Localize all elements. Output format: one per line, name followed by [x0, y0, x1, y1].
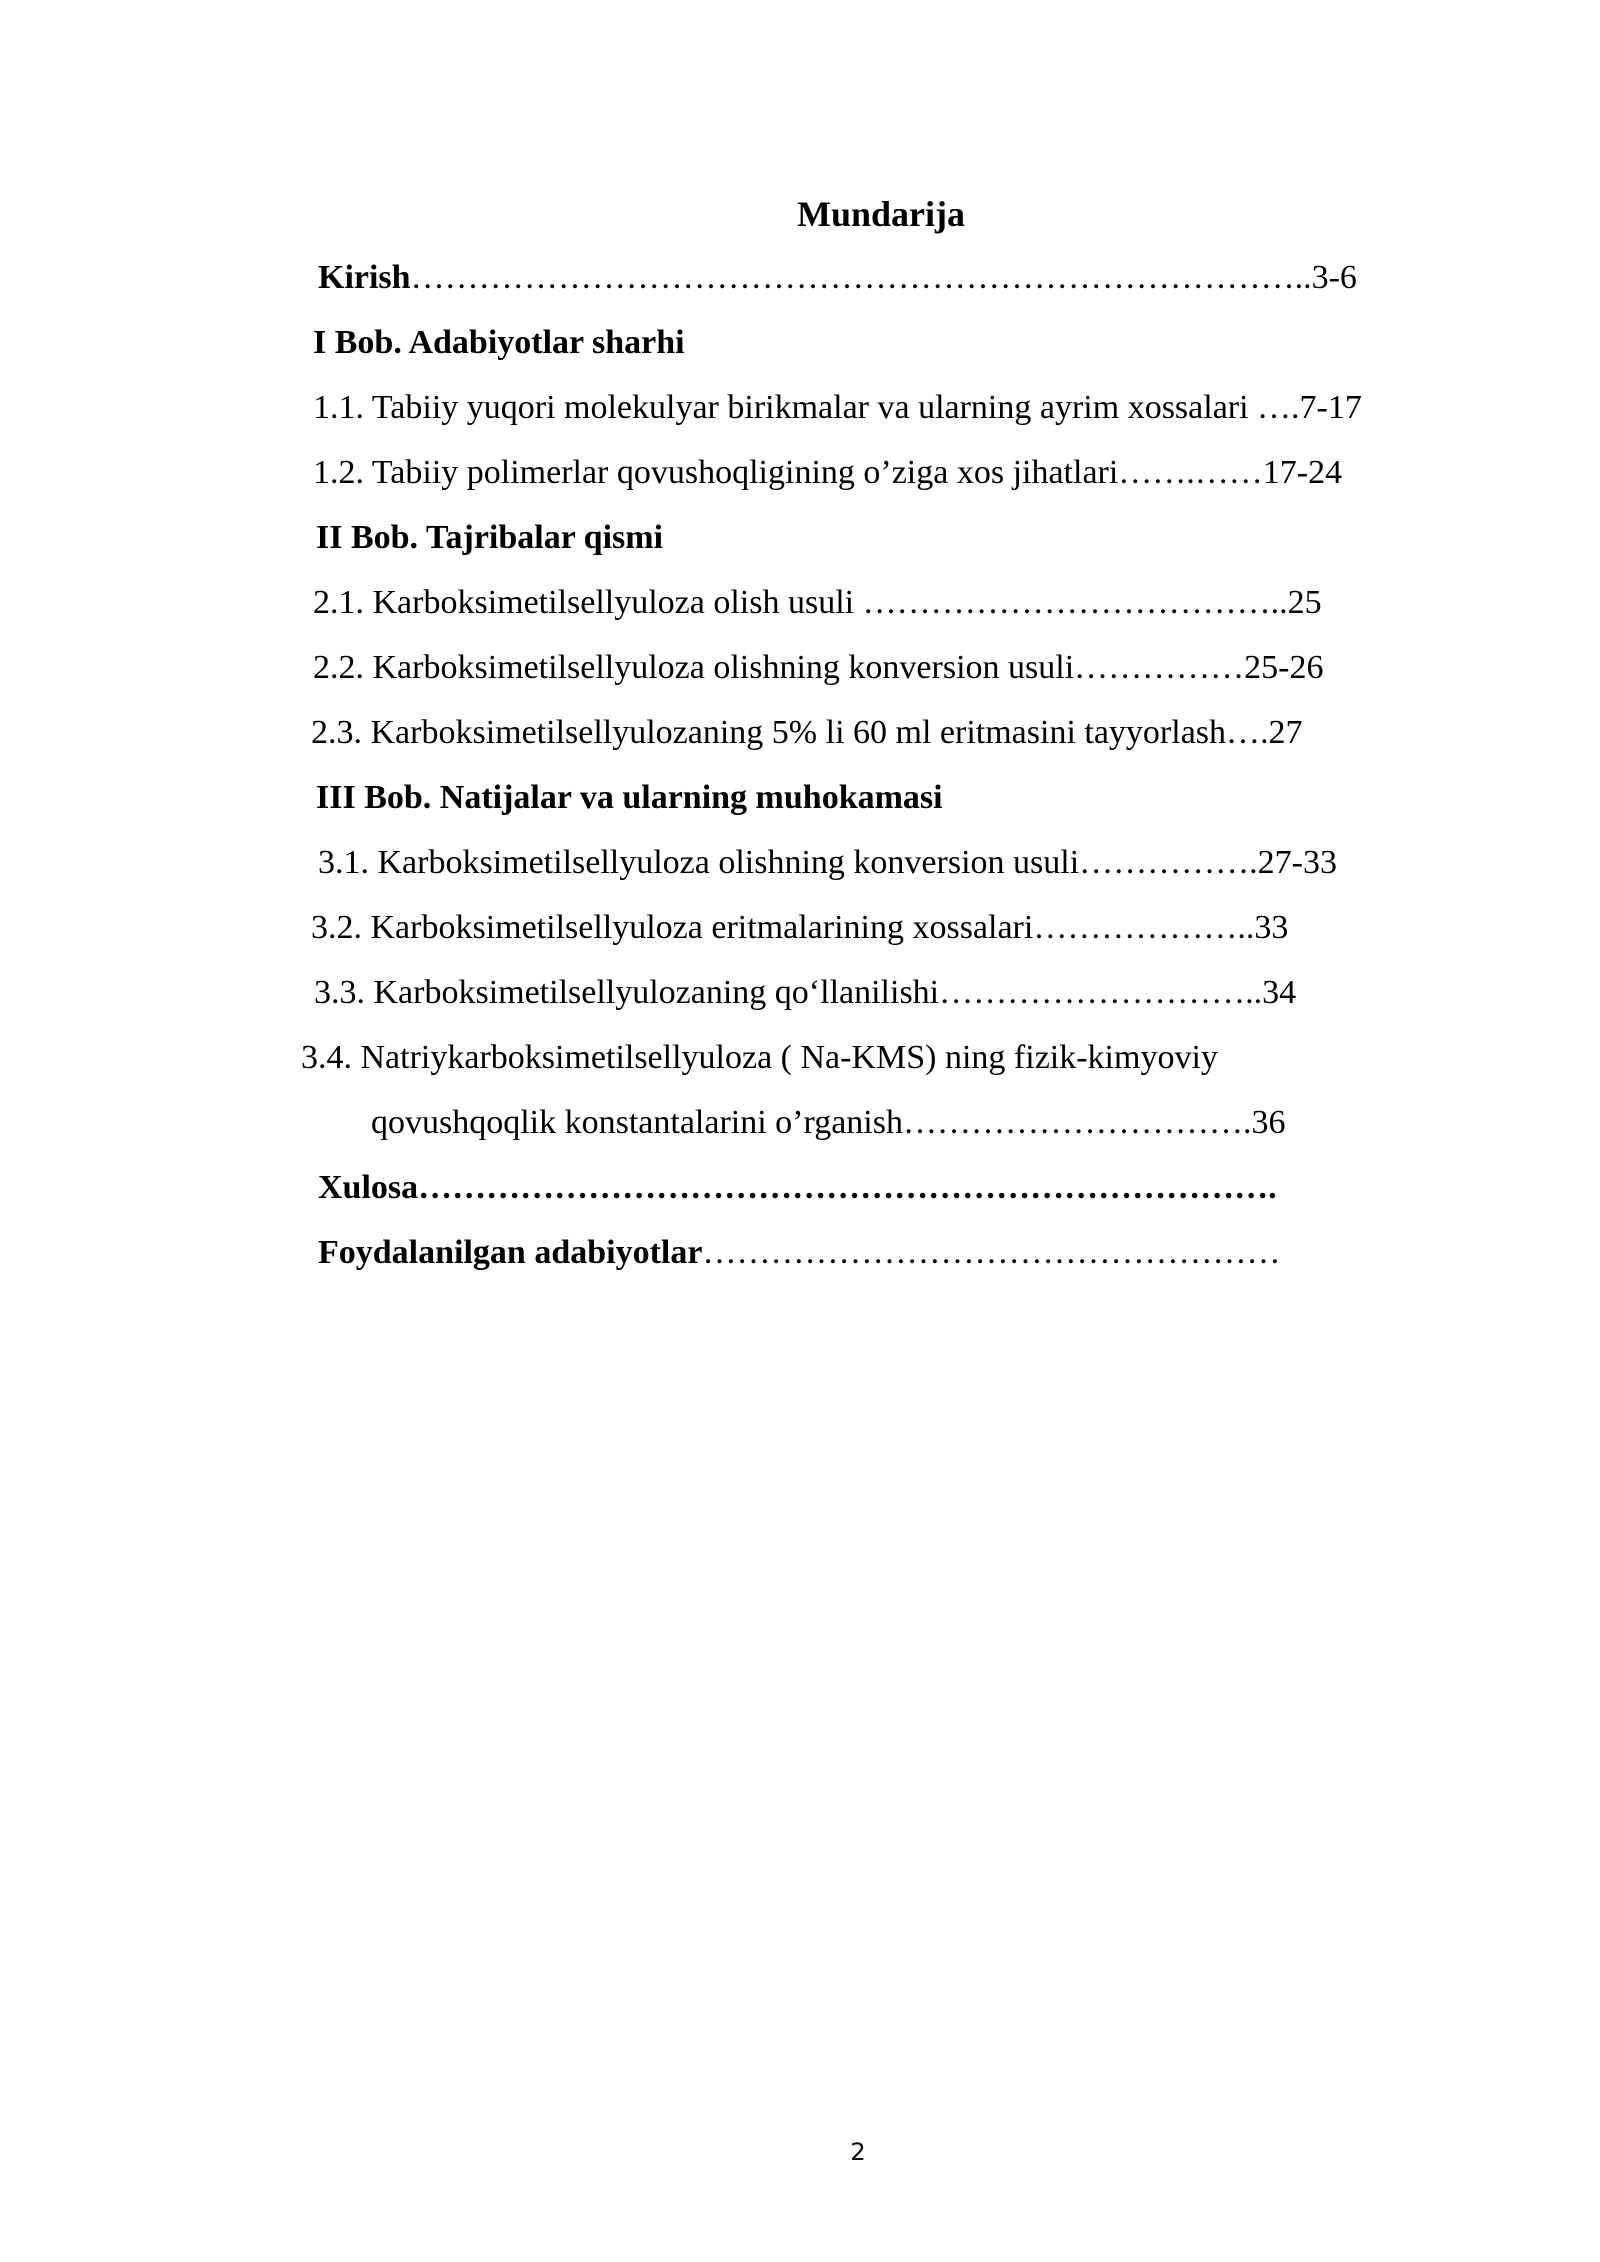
- toc-entry-kirish: [318, 254, 1357, 302]
- toc-entry-2-3: 2.3. Karboksimetilsellyulozaning 5% li 60 ml eritmasini tayyorlash….27: [311, 714, 1303, 751]
- toc-chapter-2: II Bob. Tajribalar qismi: [316, 519, 664, 556]
- toc-entry-1-2: 1.2. Tabiiy polimerlar qovushoqligining o’ziga xos jihatlari…….……17-24: [313, 454, 1343, 491]
- toc-entry-kirish-label: Kirish: [318, 259, 411, 296]
- toc-entry-kirish-leader: ……………………………………………………………………..: [410, 259, 1312, 296]
- toc-entry-foydalanilgan-adabiyotlar: [318, 1229, 1280, 1277]
- toc-entry-2-1: 2.1. Karboksimetilsellyuloza olish usuli ………………………………..25: [313, 584, 1322, 621]
- toc-entry-3-1: 3.1. Karboksimetilsellyuloza olishning konversion usuli…………….27-33: [318, 844, 1337, 881]
- toc-entry-2-2: 2.2. Karboksimetilsellyuloza olishning konversion usuli……………25-26: [313, 649, 1324, 686]
- toc-chapter-1: I Bob. Adabiyotlar sharhi: [313, 324, 685, 361]
- toc-entry-3-3: 3.3. Karboksimetilsellyulozaning qo‘llanilishi………………………..34: [314, 974, 1297, 1011]
- toc-entry-foydalanilgan-label: Foydalanilgan adabiyotlar: [318, 1234, 703, 1271]
- toc-entry-foydalanilgan-leader: ……………………………………………: [702, 1234, 1281, 1271]
- toc-chapter-3: III Bob. Natijalar va ularning muhokamasi: [316, 779, 943, 816]
- toc-entry-3-4-line-1: 3.4. Natriykarboksimetilsellyuloza ( Na-KMS) ning fizik-kimyoviy: [301, 1039, 1218, 1076]
- toc-entry-xulosa: Xulosa………………………………………………………………….: [318, 1169, 1277, 1206]
- toc-entry-3-4-line-2: qovushqoqlik konstantalarini o’rganish………………………….36: [371, 1104, 1286, 1141]
- page-number: 2: [850, 2138, 866, 2166]
- toc-entry-kirish-pages: 3-6: [1311, 259, 1357, 296]
- toc-title: Mundarija: [796, 194, 965, 234]
- toc-entry-1-1: 1.1. Tabiiy yuqori molekulyar birikmalar va ularning ayrim xossalari ….7-17: [313, 389, 1362, 426]
- toc-entry-3-2: 3.2. Karboksimetilsellyuloza eritmalarining xossalari………………..33: [311, 909, 1289, 946]
